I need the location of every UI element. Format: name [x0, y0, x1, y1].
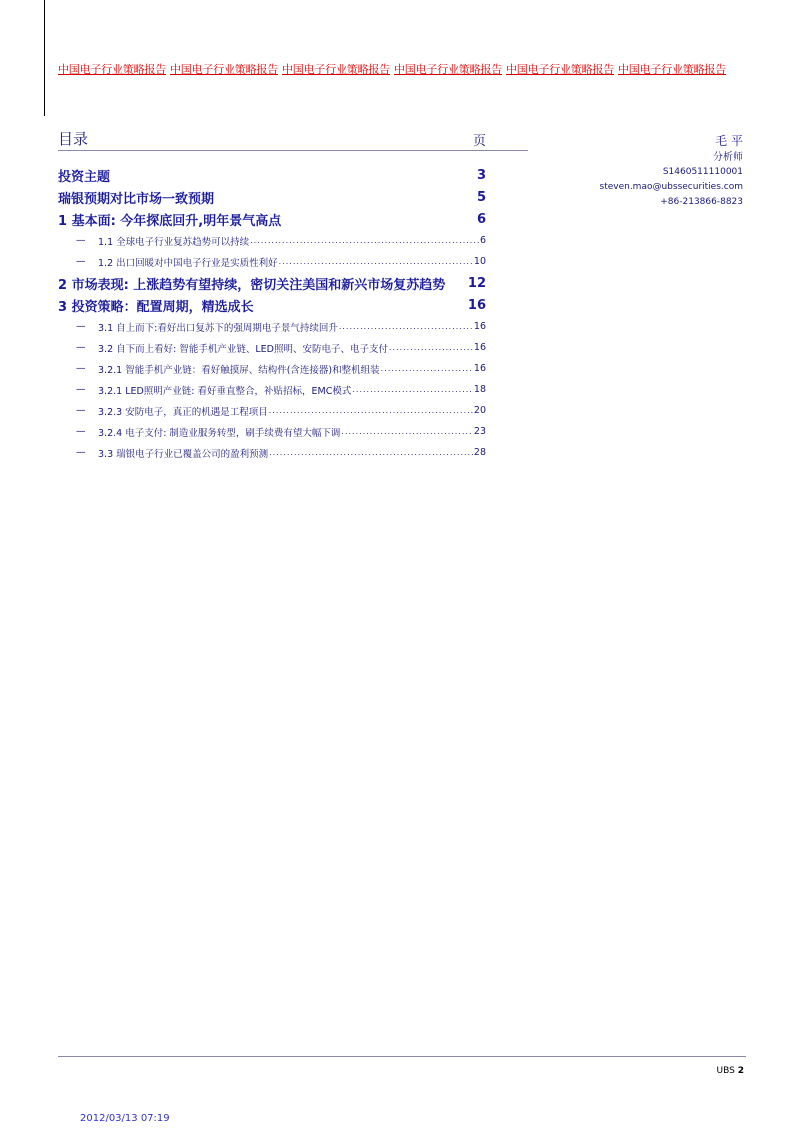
analyst-block: [600, 132, 744, 210]
toc-dash: —: [76, 426, 86, 437]
footer-divider: [58, 1056, 746, 1057]
banner-item[interactable]: 中国电子行业策略报告: [170, 63, 278, 76]
toc-entry-subsection[interactable]: [58, 230, 486, 251]
footer-brand: UBS: [716, 1066, 735, 1076]
analyst-license: S1460511110001: [662, 167, 743, 177]
toc-entry-subsection[interactable]: [58, 316, 486, 337]
toc-dash: —: [76, 342, 86, 353]
toc-entry-page[interactable]: 6: [479, 235, 486, 246]
analyst-email[interactable]: steven.mao@ubssecurities.com: [599, 182, 743, 192]
toc-leader-dots: [389, 343, 473, 352]
toc-entry-title[interactable]: 3.2.1 LED照明产业链: 看好垂直整合，补贴招标，EMC模式: [98, 385, 352, 397]
banner-item[interactable]: 中国电子行业策略报告: [506, 63, 614, 76]
toc-entry-page[interactable]: 6: [476, 211, 486, 227]
banner-item[interactable]: 中国电子行业策略报告: [58, 63, 166, 76]
banner-item[interactable]: 中国电子行业策略报告: [282, 63, 390, 76]
toc-entry-page[interactable]: 16: [467, 297, 486, 313]
toc-entry-section[interactable]: [58, 272, 486, 294]
toc-entry-title[interactable]: 1.2 出口回暖对中国电子行业是实质性利好: [98, 257, 278, 269]
print-timestamp: 2012/03/13 07:19: [80, 1113, 170, 1124]
toc-title: 目录: [58, 130, 89, 148]
toc-entry-subsection[interactable]: [58, 442, 486, 463]
toc-entry-page[interactable]: 20: [473, 405, 486, 416]
toc-entry-section[interactable]: [58, 294, 486, 316]
banner-item[interactable]: 中国电子行业策略报告: [394, 63, 502, 76]
toc-page-header: 页: [472, 134, 486, 149]
toc-dash: —: [76, 384, 86, 395]
toc-dash: —: [76, 256, 86, 267]
toc-entry-title[interactable]: 2 市场表现: 上涨趋势有望持续，密切关注美国和新兴市场复苏趋势: [58, 277, 446, 293]
report-banner[interactable]: [58, 61, 758, 77]
footer-page-number: 2: [737, 1066, 744, 1076]
toc-entry-title[interactable]: 1.1 全球电子行业复苏趋势可以持续: [98, 236, 250, 248]
toc-entry-section[interactable]: [58, 208, 486, 230]
toc-leader-dots: [352, 385, 473, 394]
toc-leader-dots: [279, 257, 473, 266]
toc-entry-title[interactable]: 3.3 瑞银电子行业已覆盖公司的盈利预测: [98, 448, 269, 460]
toc-entry-page[interactable]: 16: [473, 363, 486, 374]
toc-entry-subsection[interactable]: [58, 358, 486, 379]
toc-entry-section[interactable]: [58, 186, 486, 208]
toc-entry-title[interactable]: 投资主题: [58, 169, 111, 185]
toc-entry-subsection[interactable]: [58, 251, 486, 272]
toc-entry-subsection[interactable]: [58, 337, 486, 358]
margin-rule: [44, 0, 45, 116]
toc-entry-title[interactable]: 1 基本面: 今年探底回升,明年景气高点: [58, 213, 282, 229]
toc-entry-subsection[interactable]: [58, 421, 486, 442]
toc-entry-page[interactable]: 23: [473, 426, 486, 437]
toc-entry-title[interactable]: 3.2.3 安防电子，真正的机遇是工程项目: [98, 406, 268, 418]
toc-dash: —: [76, 363, 86, 374]
toc-leader-dots: [269, 448, 473, 457]
toc-leader-dots: [269, 406, 473, 415]
toc-leader-dots: [341, 427, 472, 436]
toc-entry-title[interactable]: 3.2.1 智能手机产业链：看好触摸屏、结构件(含连接器)和整机组装: [98, 364, 380, 376]
toc-entry-page[interactable]: 16: [473, 342, 486, 353]
banner-item[interactable]: 中国电子行业策略报告: [618, 63, 726, 76]
toc-entry-title[interactable]: 3.2 自下而上看好: 智能手机产业链、LED照明、安防电子、电子支付: [98, 343, 388, 355]
toc-dash: —: [76, 321, 86, 332]
toc-entry-title[interactable]: 3 投资策略：配置周期，精选成长: [58, 299, 254, 315]
analyst-name: 毛 平: [715, 134, 743, 148]
toc-entry-page[interactable]: 16: [473, 321, 486, 332]
toc-dash: —: [76, 447, 86, 458]
toc-entry-page[interactable]: 10: [473, 256, 486, 267]
table-of-contents: [58, 164, 486, 463]
toc-entry-page[interactable]: 5: [476, 189, 486, 205]
toc-leader-dots: [250, 236, 479, 245]
toc-dash: —: [76, 405, 86, 416]
toc-entry-title[interactable]: 瑞银预期对比市场一致预期: [58, 191, 215, 207]
toc-leader-dots: [381, 364, 473, 373]
toc-entry-page[interactable]: 18: [473, 384, 486, 395]
analyst-phone: +86-213866-8823: [660, 197, 743, 207]
toc-entry-page[interactable]: 12: [467, 275, 486, 291]
footer-page-label: [717, 1066, 744, 1076]
analyst-role: 分析师: [713, 152, 743, 163]
toc-entry-page[interactable]: 3: [476, 167, 486, 183]
toc-entry-title[interactable]: 3.1 自上而下:看好出口复苏下的强周期电子景气持续回升: [98, 322, 338, 334]
toc-leader-dots: [339, 322, 473, 331]
toc-entry-page[interactable]: 28: [473, 447, 486, 458]
toc-entry-section[interactable]: [58, 164, 486, 186]
toc-entry-title[interactable]: 3.2.4 电子支付: 制造业服务转型，刷手续费有望大幅下调: [98, 427, 341, 439]
toc-header: [58, 128, 528, 151]
toc-entry-subsection[interactable]: [58, 400, 486, 421]
toc-dash: —: [76, 235, 86, 246]
toc-entry-subsection[interactable]: [58, 379, 486, 400]
